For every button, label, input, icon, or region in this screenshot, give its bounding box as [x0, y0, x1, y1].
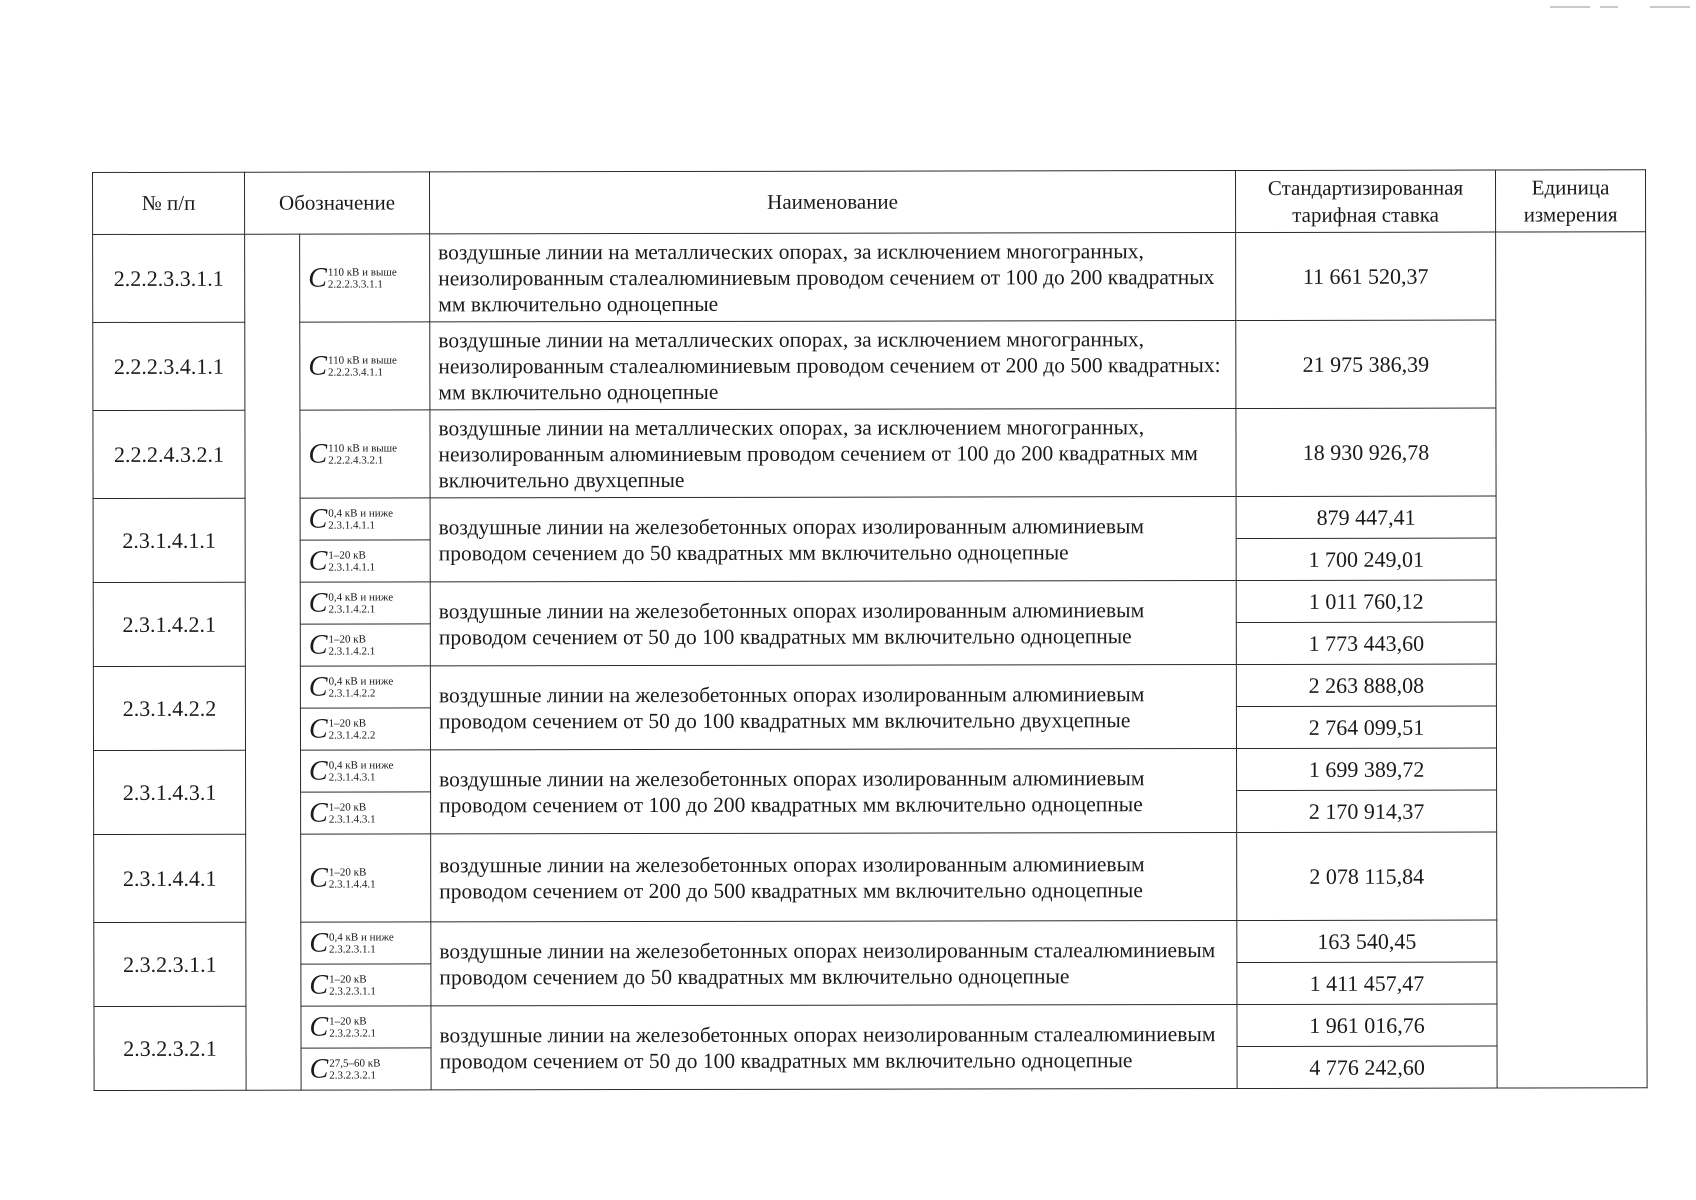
- row-number: 2.3.1.4.2.1: [93, 582, 245, 666]
- symbol-scripts: [329, 717, 376, 741]
- symbol-scripts: [329, 931, 394, 955]
- symbol-superscript: 0,4 кВ и ниже: [328, 506, 393, 520]
- tariff-rate: 1 961 016,76: [1237, 1004, 1497, 1046]
- symbol-letter: C: [309, 969, 329, 1001]
- tariff-rate: 1 773 443,60: [1236, 622, 1496, 664]
- row-description: воздушные линии на металлических опорах, за исключением многогранных, неизолированным сталеалюминиевым проводом сечением от 200 до 500 квадратных: мм включительно одноцепные: [430, 321, 1236, 410]
- tariff-rate: 1 011 760,12: [1236, 580, 1496, 622]
- symbol-superscript: 0,4 кВ и ниже: [328, 674, 394, 688]
- row-number: 2.2.2.4.3.2.1: [93, 410, 245, 498]
- table-row: [93, 408, 1646, 499]
- scan-artifact: [1550, 6, 1590, 8]
- tariff-symbol: [308, 352, 397, 380]
- tariff-symbol: [309, 505, 393, 533]
- tariff-rate: 879 447,41: [1236, 496, 1496, 538]
- row-description: воздушные линии на железобетонных опорах изолированным алюминиевым проводом сечением от 50 до 100 квадратных мм включительно двухцепные: [430, 665, 1236, 750]
- symbol-scripts: [328, 442, 397, 466]
- table-row: [94, 920, 1647, 965]
- row-description: воздушные линии на железобетонных опорах неизолированным сталеалюминиевым проводом сечением от 50 до 100 квадратных мм включительно одноцепные: [431, 1005, 1237, 1090]
- symbol-scripts: [329, 1015, 376, 1039]
- symbol-cell: [301, 922, 431, 964]
- row-number: 2.3.1.4.2.2: [93, 666, 245, 750]
- tariff-symbol: [309, 715, 375, 743]
- table-row: [93, 580, 1646, 625]
- tariff-rate: 2 764 099,51: [1236, 706, 1496, 748]
- tariff-symbol: [309, 757, 393, 785]
- tariff-rate: 4 776 242,60: [1237, 1046, 1497, 1088]
- symbol-subscript: 2.3.1.4.1.1: [328, 519, 376, 532]
- symbol-cell: [301, 750, 431, 792]
- symbol-subscript: 2.3.2.3.1.1: [329, 985, 376, 998]
- symbol-subscript: 2.3.2.3.2.1: [329, 1069, 377, 1082]
- row-description: воздушные линии на железобетонных опорах изолированным алюминиевым проводом сечением до 50 квадратных мм включительно одноцепные: [430, 497, 1236, 582]
- symbol-superscript: 110 кВ и выше: [327, 265, 397, 279]
- symbol-scripts: [329, 866, 376, 890]
- table-header-row: [93, 170, 1646, 235]
- row-number: 2.3.1.4.4.1: [94, 834, 246, 922]
- tariff-symbol: [309, 971, 375, 999]
- symbol-letter: C: [308, 545, 328, 577]
- row-description: воздушные линии на металлических опорах, за исключением многогранных, неизолированным сталеалюминиевым проводом сечением от 100 до 200 квадратных мм включительно одноцепные: [430, 233, 1236, 322]
- scan-artifact: [1650, 6, 1690, 8]
- symbol-letter: C: [309, 927, 329, 959]
- symbol-superscript: 1–20 кВ: [328, 717, 367, 730]
- tariff-symbol: [309, 673, 393, 701]
- symbol-cell: [300, 666, 430, 708]
- scan-artifact: [1600, 6, 1618, 8]
- row-number: 2.2.2.3.3.1.1: [93, 234, 245, 322]
- symbol-superscript: 1–20 кВ: [328, 549, 366, 562]
- tariff-rate: 1 700 249,01: [1236, 538, 1496, 580]
- symbol-cell: [300, 234, 430, 322]
- table-row: [93, 496, 1646, 541]
- symbol-superscript: 1–20 кВ: [329, 973, 367, 986]
- symbol-cell: [301, 1006, 431, 1048]
- symbol-subscript: 2.3.1.4.4.1: [328, 878, 376, 891]
- symbol-cell: [301, 792, 431, 834]
- symbol-superscript: 1–20 кВ: [328, 866, 367, 879]
- tariff-symbol: [310, 1055, 381, 1083]
- symbol-subscript: 2.3.2.3.2.1: [329, 1027, 376, 1040]
- tariff-rate: 1 699 389,72: [1237, 748, 1497, 790]
- header-rate: Стандартизированная тарифная ставка: [1236, 170, 1496, 232]
- symbol-superscript: 110 кВ и выше: [328, 441, 398, 455]
- symbol-scripts: [328, 549, 375, 573]
- table-row: [93, 664, 1646, 709]
- symbol-scripts: [329, 801, 376, 825]
- symbol-scripts: [329, 1057, 380, 1081]
- header-name: Наименование: [430, 171, 1236, 234]
- symbol-cell: [300, 708, 430, 750]
- row-number: 2.3.1.4.1.1: [93, 498, 245, 582]
- tariff-rate: 1 411 457,47: [1237, 962, 1497, 1004]
- symbol-subscript: 2.3.1.4.1.1: [328, 561, 376, 574]
- symbol-superscript: 1–20 кВ: [328, 633, 366, 646]
- tariff-symbol: [308, 440, 397, 468]
- row-description: воздушные линии на железобетонных опорах изолированным алюминиевым проводом сечением от 200 до 500 квадратных мм включительно одноцепные: [431, 833, 1237, 922]
- symbol-group-gap: [245, 234, 301, 1090]
- tariff-symbol: [309, 929, 393, 957]
- symbol-scripts: [328, 633, 375, 657]
- symbol-letter: C: [309, 1011, 329, 1043]
- symbol-cell: [300, 540, 430, 582]
- symbol-subscript: 2.3.1.4.2.2: [328, 687, 376, 700]
- table-body: [93, 232, 1648, 1091]
- table-row: [94, 1004, 1647, 1049]
- table-row: [93, 232, 1646, 323]
- tariff-table: [92, 169, 1648, 1091]
- symbol-subscript: 2.2.2.4.3.2.1: [328, 453, 384, 467]
- symbol-letter: C: [309, 862, 328, 894]
- symbol-scripts: [328, 507, 393, 531]
- header-unit: Единица измерения: [1496, 170, 1646, 232]
- symbol-cell: [301, 834, 431, 922]
- symbol-letter: C: [309, 755, 328, 787]
- tariff-rate: 2 078 115,84: [1237, 832, 1497, 920]
- row-description: воздушные линии на металлических опорах, за исключением многогранных, неизолированным алюминиевым проводом сечением от 100 до 200 квадратных мм включительно двухцепные: [430, 409, 1236, 498]
- tariff-rate: 11 661 520,37: [1236, 232, 1496, 320]
- row-number: 2.3.2.3.1.1: [94, 922, 246, 1006]
- symbol-subscript: 2.3.1.4.2.1: [328, 645, 376, 658]
- symbol-superscript: 27,5–60 кВ: [329, 1056, 381, 1070]
- symbol-cell: [300, 498, 430, 540]
- symbol-scripts: [329, 675, 394, 699]
- symbol-letter: C: [309, 1053, 329, 1085]
- symbol-letter: C: [308, 438, 328, 470]
- symbol-subscript: 2.3.1.4.2.2: [328, 729, 376, 742]
- tariff-rate: 21 975 386,39: [1236, 320, 1496, 408]
- unit-cell: [1496, 232, 1647, 1088]
- symbol-scripts: [328, 354, 397, 378]
- tariff-symbol: [309, 864, 375, 892]
- table-row: [94, 748, 1647, 793]
- table-row: [93, 320, 1646, 411]
- row-description: воздушные линии на железобетонных опорах неизолированным сталеалюминиевым проводом сечением до 50 квадратных мм включительно одноцепные: [431, 921, 1237, 1006]
- symbol-scripts: [328, 266, 397, 290]
- tariff-rate: 163 540,45: [1237, 920, 1497, 962]
- symbol-letter: C: [308, 587, 328, 619]
- tariff-rate: 18 930 926,78: [1236, 408, 1496, 496]
- symbol-superscript: 1–20 кВ: [329, 1015, 367, 1028]
- tariff-symbol: [308, 264, 397, 292]
- symbol-superscript: 0,4 кВ и ниже: [328, 758, 394, 772]
- symbol-subscript: 2.3.2.3.1.1: [329, 943, 376, 956]
- tariff-symbol: [309, 799, 375, 827]
- row-description: воздушные линии на железобетонных опорах изолированным алюминиевым проводом сечением от 50 до 100 квадратных мм включительно одноцепные: [430, 581, 1236, 666]
- row-number: 2.2.2.3.4.1.1: [93, 322, 245, 410]
- tariff-symbol: [309, 547, 375, 575]
- symbol-scripts: [329, 973, 376, 997]
- symbol-letter: C: [308, 713, 328, 745]
- symbol-subscript: 2.3.1.4.3.1: [328, 771, 376, 784]
- tariff-rate: 2 263 888,08: [1236, 664, 1496, 706]
- symbol-superscript: 110 кВ и выше: [328, 353, 397, 367]
- header-num: № п/п: [93, 172, 245, 234]
- symbol-subscript: 2.3.1.4.2.1: [328, 603, 376, 616]
- symbol-subscript: 2.2.2.3.4.1.1: [328, 365, 384, 379]
- symbol-cell: [300, 322, 430, 410]
- symbol-superscript: 0,4 кВ и ниже: [328, 590, 394, 604]
- header-symbol: Обозначение: [245, 172, 430, 234]
- symbol-scripts: [329, 759, 394, 783]
- symbol-cell: [301, 964, 431, 1006]
- row-number: 2.3.1.4.3.1: [94, 750, 246, 834]
- symbol-superscript: 0,4 кВ и ниже: [329, 930, 394, 944]
- symbol-cell: [300, 582, 430, 624]
- symbol-superscript: 1–20 кВ: [328, 801, 367, 814]
- tariff-symbol: [309, 1013, 375, 1041]
- symbol-scripts: [328, 591, 393, 615]
- symbol-letter: C: [308, 350, 328, 382]
- symbol-cell: [300, 410, 430, 498]
- row-description: воздушные линии на железобетонных опорах изолированным алюминиевым проводом сечением от 100 до 200 квадратных мм включительно одноцепные: [431, 749, 1237, 834]
- symbol-letter: C: [308, 262, 327, 294]
- row-number: 2.3.2.3.2.1: [94, 1006, 246, 1090]
- symbol-letter: C: [308, 671, 328, 703]
- symbol-cell: [300, 624, 430, 666]
- tariff-rate: 2 170 914,37: [1237, 790, 1497, 832]
- symbol-letter: C: [308, 629, 328, 661]
- tariff-symbol: [309, 631, 375, 659]
- symbol-letter: C: [308, 503, 328, 535]
- table-row: [94, 832, 1647, 923]
- symbol-subscript: 2.2.2.3.3.1.1: [327, 277, 383, 291]
- symbol-subscript: 2.3.1.4.3.1: [328, 813, 376, 826]
- symbol-letter: C: [309, 797, 328, 829]
- tariff-symbol: [309, 589, 393, 617]
- symbol-cell: [301, 1048, 431, 1090]
